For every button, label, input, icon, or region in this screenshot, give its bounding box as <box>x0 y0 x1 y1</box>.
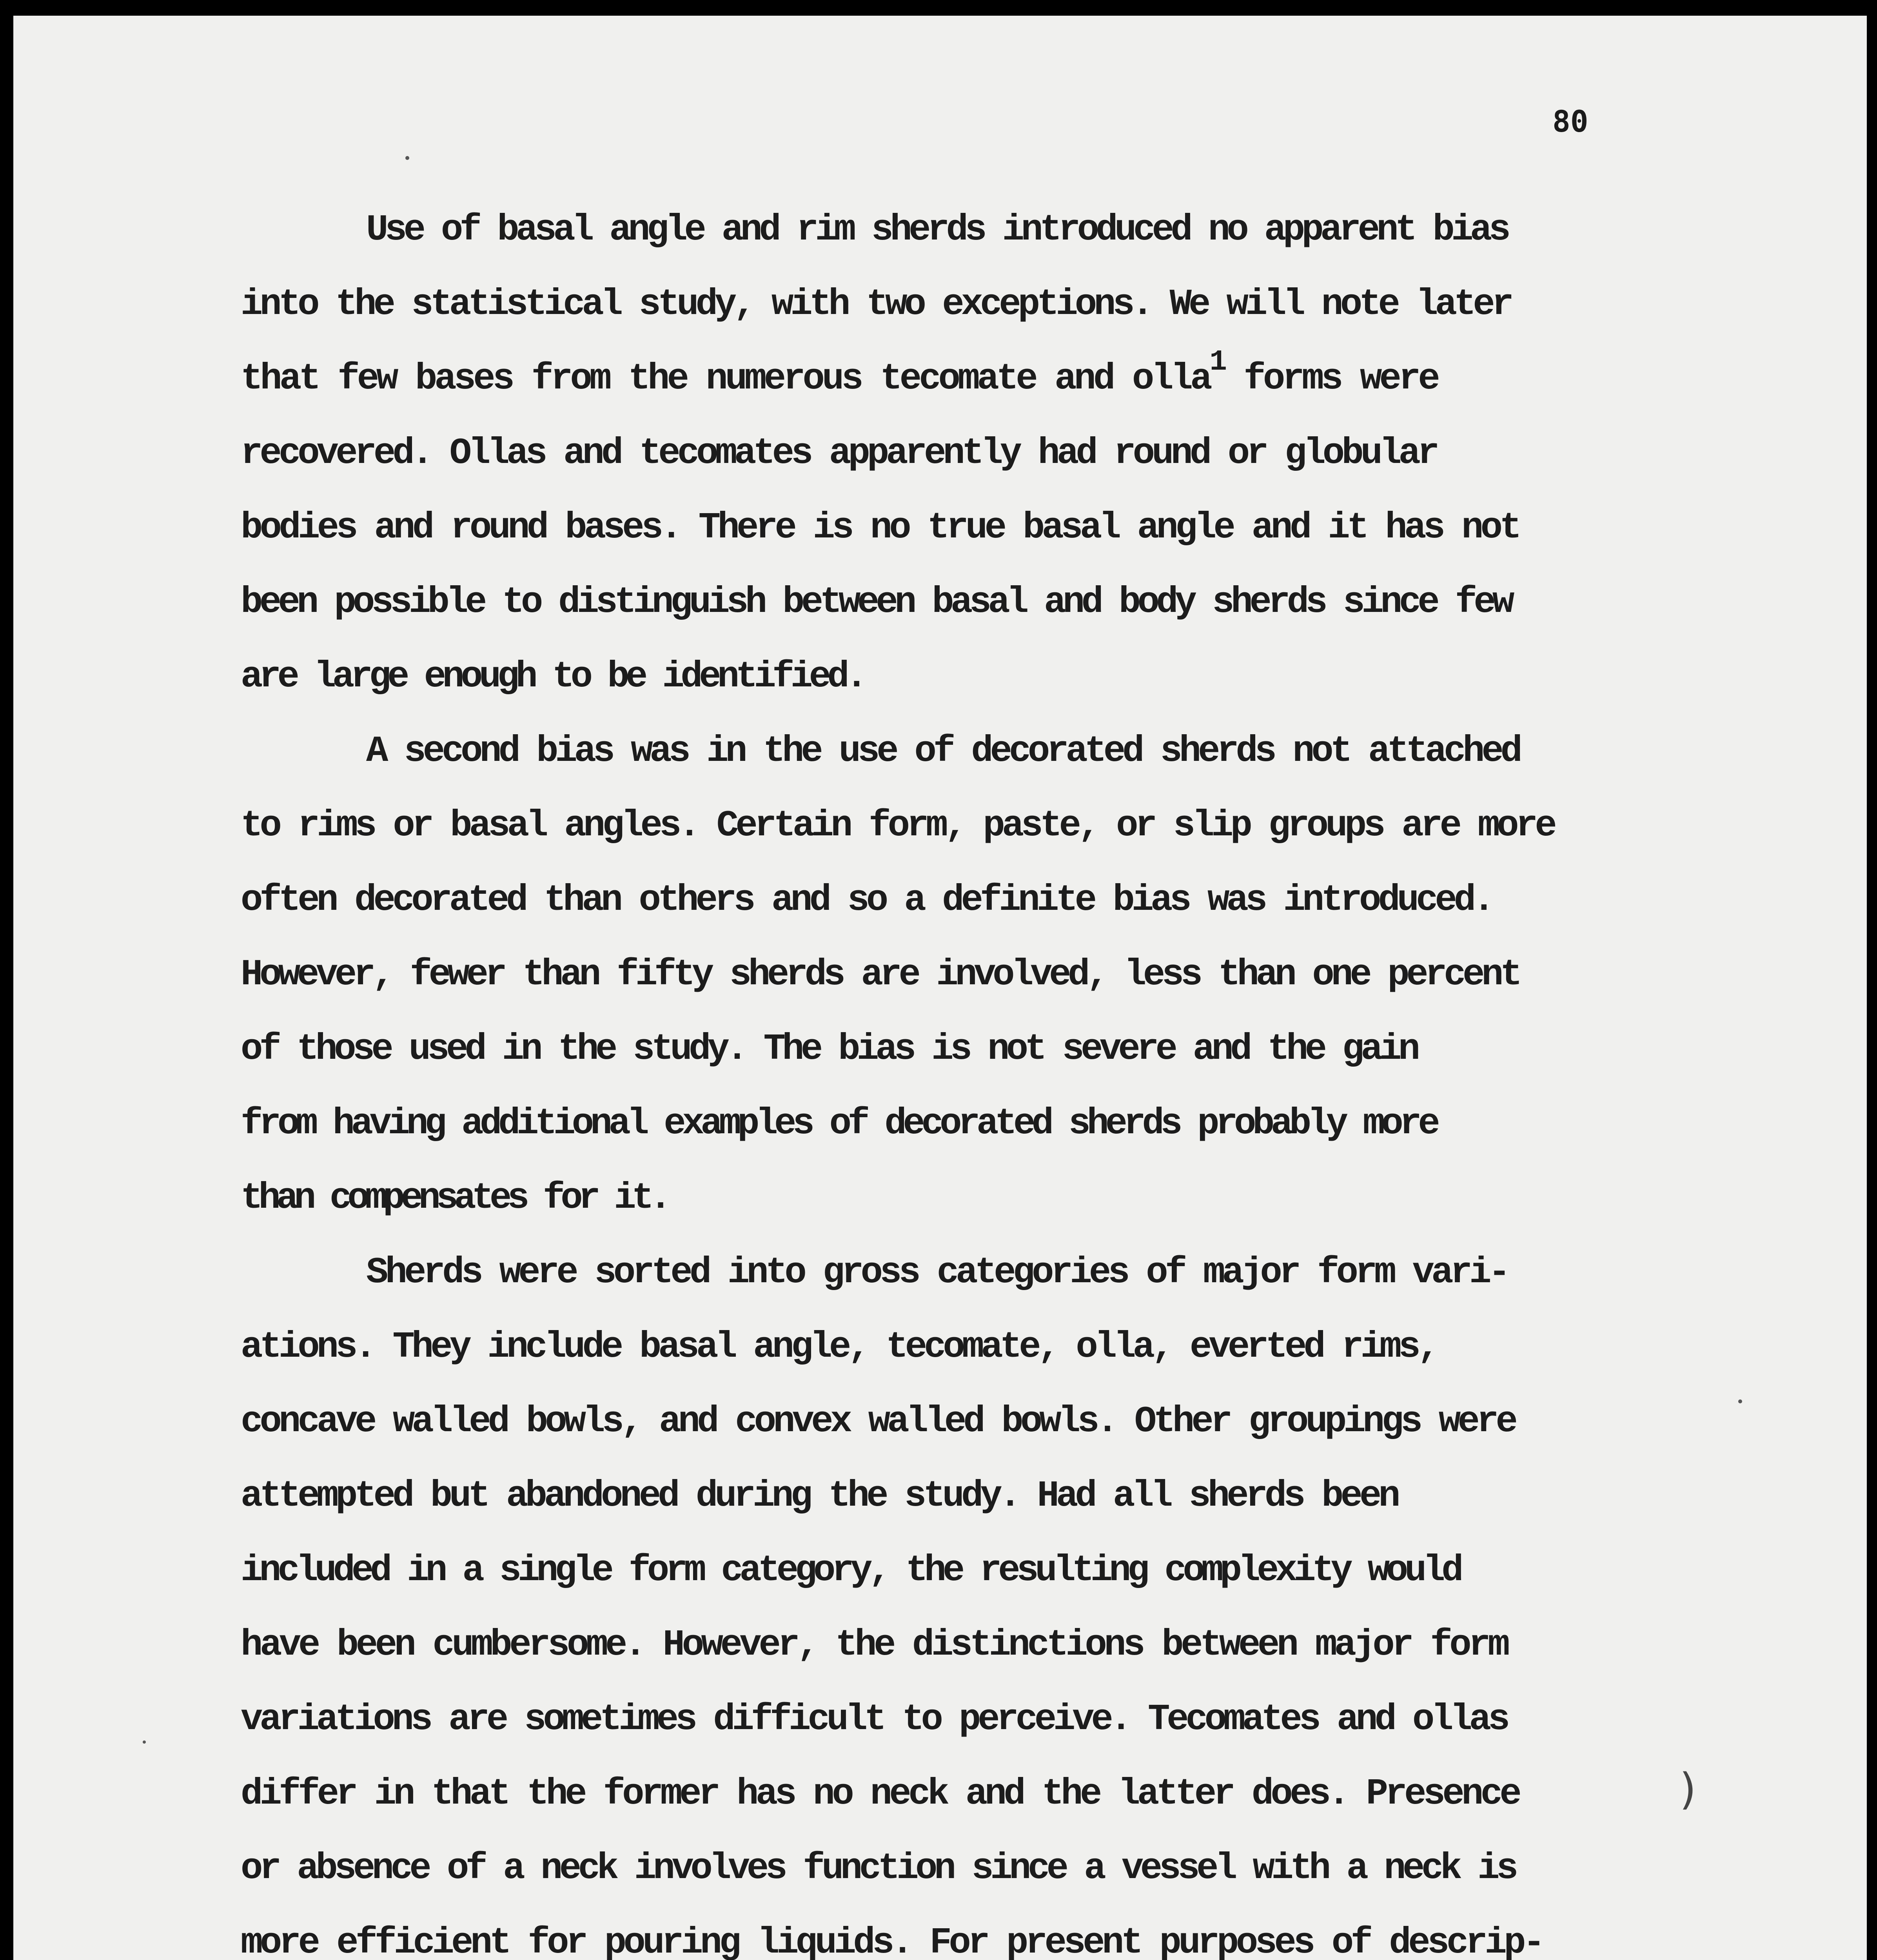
text-line-with-footnote <box>241 346 1438 400</box>
text-line: or absence of a neck involves function since a vessel with a neck is <box>241 1848 1515 1889</box>
text-line: concave walled bowls, and convex walled bowls. Other groupings were <box>241 1401 1515 1443</box>
text-line: differ in that the former has no neck and the latter does. Presence <box>241 1773 1519 1815</box>
document-page <box>13 16 1867 1960</box>
paper-speck <box>405 156 409 160</box>
paper-speck <box>1738 1399 1742 1403</box>
paper-speck <box>143 1740 146 1744</box>
text-line: ations. They include basal angle, tecomate, olla, everted rims, <box>241 1327 1437 1368</box>
text-line: variations are sometimes difficult to perceive. Tecomates and ollas <box>241 1699 1507 1740</box>
text-line: are large enough to be identified. <box>241 656 864 698</box>
text-line: of those used in the study. The bias is not severe and the gain <box>241 1029 1417 1070</box>
text-line: have been cumbersome. However, the distinctions between major form <box>241 1624 1507 1666</box>
text-line: bodies and round bases. There is no true basal angle and it has not <box>241 507 1519 549</box>
text-line: Sherds were sorted into gross categories of major form vari- <box>366 1252 1508 1294</box>
text-line: However, fewer than fifty sherds are involved, less than one percent <box>241 954 1519 996</box>
text-line: been possible to distinguish between basal and body sherds since few <box>241 582 1511 623</box>
paper-mark: ) <box>1679 1764 1696 1814</box>
text-line: attempted but abandoned during the study. Had all sherds been <box>241 1475 1398 1517</box>
text-line: included in a single form category, the resulting complexity would <box>241 1550 1460 1592</box>
text-line: often decorated than others and so a definite bias was introduced. <box>241 880 1492 921</box>
text-line: recovered. Ollas and tecomates apparently had round or globular <box>241 433 1437 474</box>
text-line: Use of basal angle and rim sherds introduced no apparent bias <box>366 209 1508 251</box>
text-line: to rims or basal angles. Certain form, paste, or slip groups are more <box>241 805 1554 847</box>
text-line: A second bias was in the use of decorated sherds not attached <box>366 731 1519 772</box>
text-line: more efficient for pouring liquids. For present purposes of descrip- <box>241 1922 1542 1960</box>
text-line: from having additional examples of decorated sherds probably more <box>241 1103 1437 1145</box>
footnote-marker: 1 <box>1209 346 1224 379</box>
text-line: than compensates for it. <box>241 1178 668 1219</box>
line-text: that few bases from the numerous tecomate and olla <box>241 358 1210 400</box>
line-text-after-footnote: forms were <box>1224 358 1438 400</box>
text-line: into the statistical study, with two exceptions. We will note later <box>241 284 1511 325</box>
page-number: 80 <box>1552 104 1588 139</box>
